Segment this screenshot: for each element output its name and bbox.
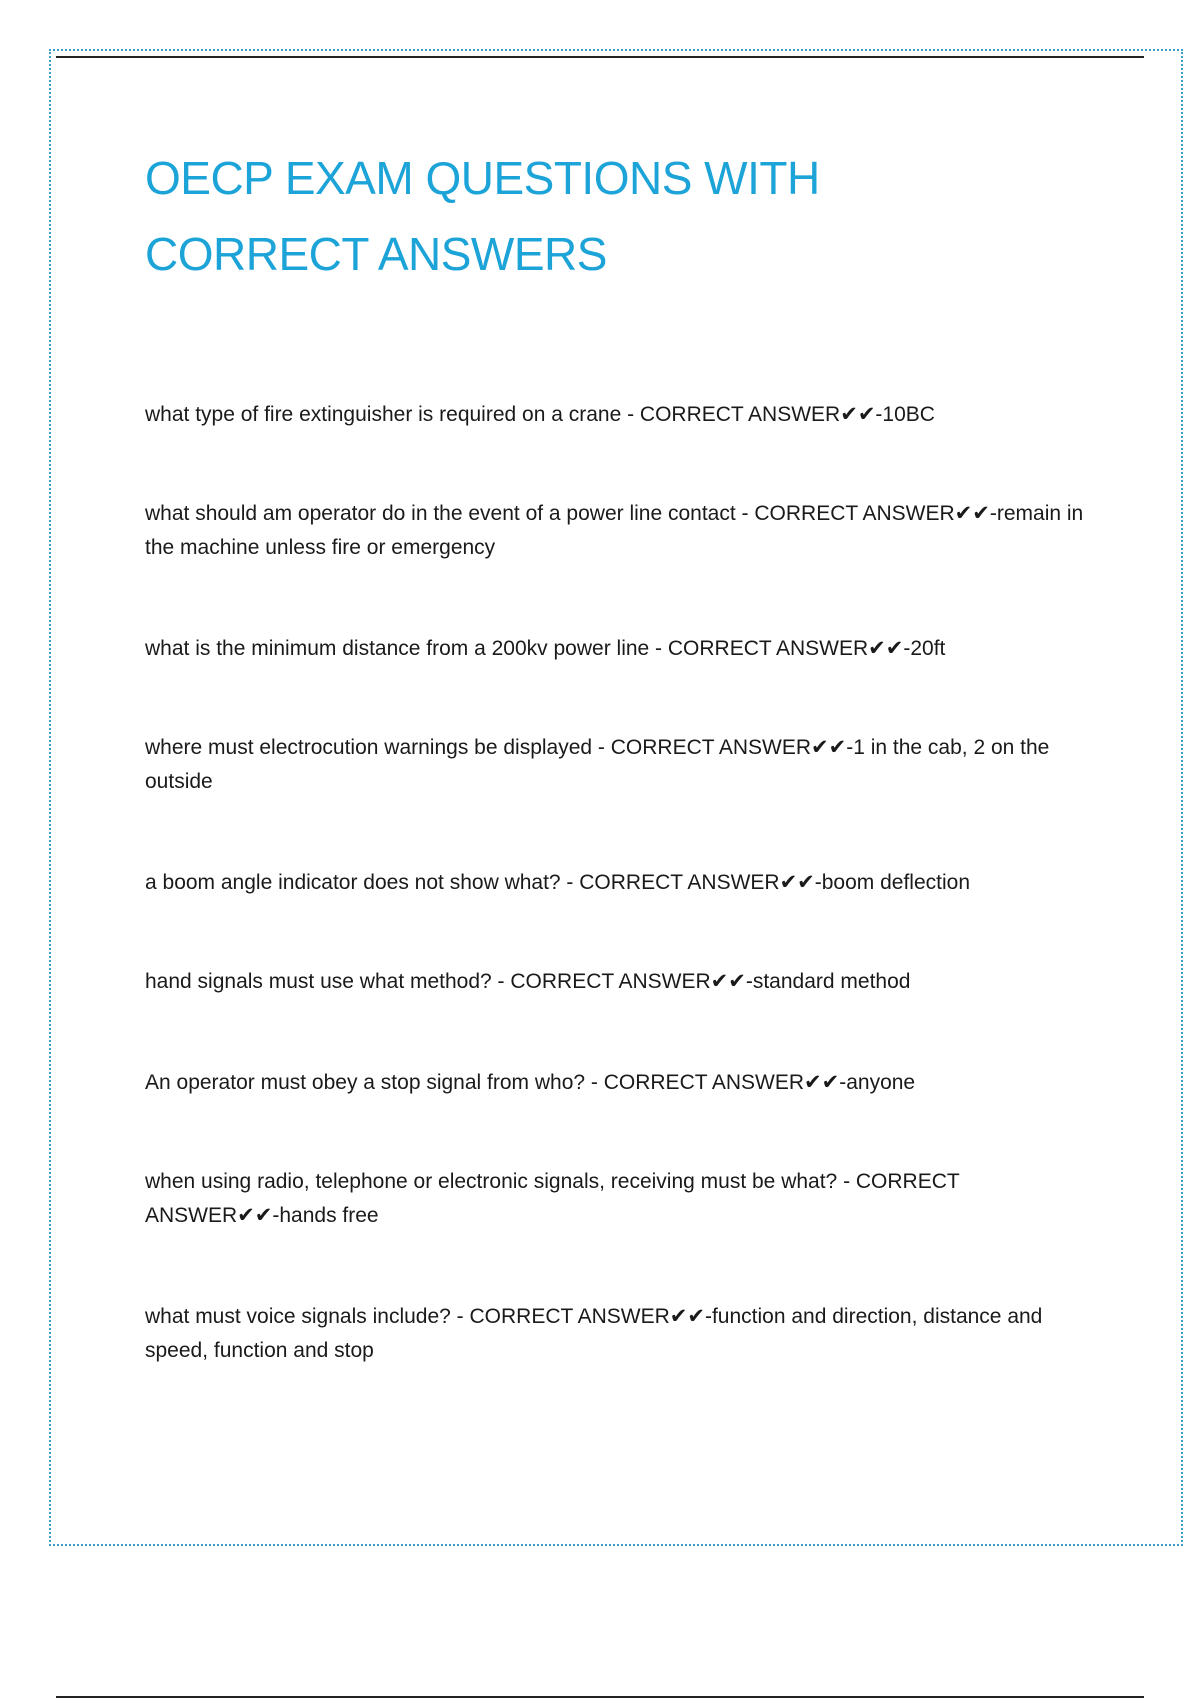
qa-item-5: a boom angle indicator does not show what? - CORRECT ANSWER✔✔-boom deflection bbox=[145, 871, 971, 894]
bottom-horizontal-rule bbox=[56, 1696, 1144, 1698]
qa-item-8: when using radio, telephone or electronic signals, receiving must be what? - CORRECT ANSWER✔✔-hands free bbox=[145, 1170, 960, 1227]
qa-item-3: what is the minimum distance from a 200kv power line - CORRECT ANSWER✔✔-20ft bbox=[145, 637, 946, 660]
qa-item-1: what type of fire extinguisher is required on a crane - CORRECT ANSWER✔✔-10BC bbox=[145, 403, 935, 426]
qa-item-4: where must electrocution warnings be displayed - CORRECT ANSWER✔✔-1 in the cab, 2 on the outside bbox=[145, 736, 1050, 793]
qa-item-7: An operator must obey a stop signal from who? - CORRECT ANSWER✔✔-anyone bbox=[145, 1071, 916, 1094]
qa-item-9: what must voice signals include? - CORRECT ANSWER✔✔-function and direction, distance and speed, function and stop bbox=[145, 1305, 1043, 1362]
top-horizontal-rule bbox=[56, 56, 1144, 58]
qa-item-6: hand signals must use what method? - CORRECT ANSWER✔✔-standard method bbox=[145, 970, 911, 993]
qa-item-2: what should am operator do in the event of a power line contact - CORRECT ANSWER✔✔-remain in the machine unless fire or emergency bbox=[145, 502, 1084, 559]
document-title: OECP EXAM QUESTIONS WITH CORRECT ANSWERS bbox=[145, 152, 820, 280]
